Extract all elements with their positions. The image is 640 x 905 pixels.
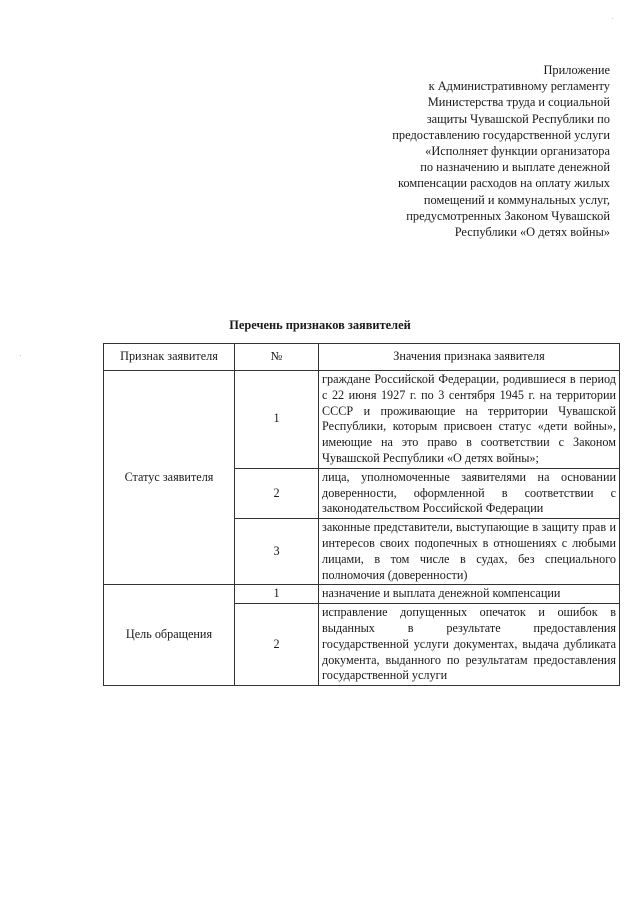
feature-value: лица, уполномоченные заявителями на основании доверенности, оформленной в соответствии с законодательством Российской Федерации [319, 468, 620, 518]
header-number: № [235, 344, 319, 371]
header-feature: Признак заявителя [104, 344, 235, 371]
feature-value: исправление допущенных опечаток и ошибок в выданных в результате предоставления государственной услуги документах, выдача дубликата документа, выданного по результатам предоставления государственной услуги [319, 604, 620, 686]
row-number: 3 [235, 519, 319, 585]
appendix-line: предусмотренных Законом Чувашской [406, 208, 610, 223]
row-number: 1 [235, 371, 319, 469]
appendix-line: Министерства труда и социальной [427, 95, 610, 110]
scan-speck [612, 18, 613, 19]
appendix-line: защиты Чувашской Республики по [426, 111, 610, 126]
header-values: Значения признака заявителя [319, 344, 620, 371]
appendix-line: по назначению и выплате денежной [420, 160, 610, 175]
feature-value: граждане Российской Федерации, родившиеся в период с 22 июня 1927 г. по 3 сентября 1945 г. на территории СССР и проживающие на территории Чувашской Республики, которым присвоен статус «дети войны», имеющие на это право в соответствии с Законом Чувашской Республики «О детях войны»; [319, 371, 620, 469]
row-number: 2 [235, 604, 319, 686]
appendix-header [310, 62, 610, 240]
appendix-line: к Административному регламенту [428, 79, 610, 94]
appendix-line: предоставлению государственной услуги [392, 127, 610, 142]
table-row [104, 585, 620, 604]
document-title: Перечень признаков заявителей [229, 318, 411, 332]
row-number: 2 [235, 468, 319, 518]
scan-speck [20, 355, 21, 356]
table-row [104, 371, 620, 469]
feature-purpose: Цель обращения [104, 585, 235, 686]
feature-value: назначение и выплата денежной компенсации [319, 585, 620, 604]
row-number: 1 [235, 585, 319, 604]
appendix-line: помещений и коммунальных услуг, [423, 192, 610, 207]
appendix-line: «Исполняет функции организатора [425, 144, 610, 159]
appendix-line: компенсации расходов на оплату жилых [398, 176, 610, 191]
applicant-features-table [103, 343, 620, 686]
appendix-line: Республики «О детях войны» [454, 225, 610, 240]
appendix-line: Приложение [543, 63, 610, 77]
feature-value: законные представители, выступающие в защиту прав и интересов своих подопечных в отношениях с любыми лицами, в том числе в судах, без специального полномочия (доверенности) [319, 519, 620, 585]
feature-status: Статус заявителя [104, 371, 235, 585]
table-header-row [104, 344, 620, 371]
